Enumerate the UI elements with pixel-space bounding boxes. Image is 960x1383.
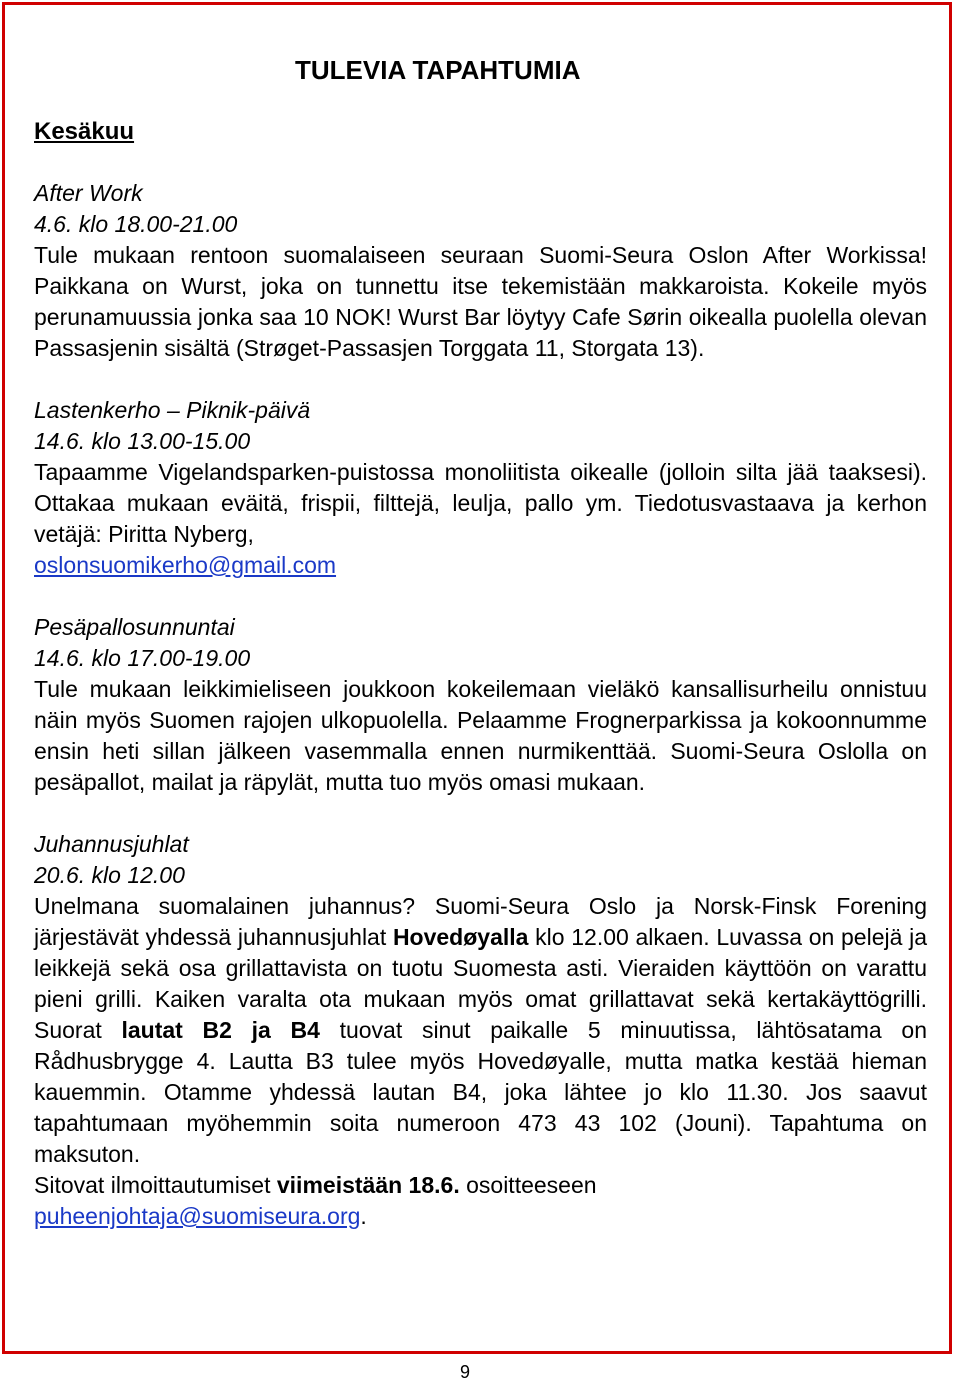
event-description <box>34 891 927 1170</box>
event-juhannus <box>34 829 927 1232</box>
ferry-bold: lautat B2 ja B4 <box>121 1017 320 1043</box>
registration-line <box>34 1170 927 1201</box>
location-bold: Hovedøyalla <box>392 924 529 950</box>
registration-suffix: osoitteeseen <box>459 1172 597 1198</box>
page-number: 9 <box>459 1362 470 1382</box>
event-description: Tule mukaan leikkimieliseen joukkoon kokeilemaan vieläkö kansallisurheilu onnistuu näin myös Suomen rajojen ulkopuolella. Pelaamme Frognerparkissa ja kokoonnumme ensin heti sillan jälkeen vasemmalla ennen nurmikenttää. Suomi-Seura Oslolla on pesäpallot, mailat ja räpylät, mutta tuo myös omasi mukaan. <box>34 676 927 795</box>
event-lastenkerho <box>34 395 927 581</box>
event-title: Lastenkerho – Piknik-päivä <box>34 397 311 423</box>
event-description-text: Tapaamme Vigelandsparken-puistossa monoliitista oikealle (jolloin silta jää taaksesi). Ottakaa mukaan eväitä, frispii, filttejä, leulja, pallo ym. Tiedotusvastaava ja kerhon vetäjä: Piritta Nyberg, <box>34 459 927 547</box>
events-content <box>34 178 927 1232</box>
desc-part-2: klo 12.00 alkaen. Luvassa on pelejä ja leikkejä sekä osa grillattavista on tuotu Suomesta asti. Vieraiden käyttöön on varattu pieni grilli. Kaiken varalta ota mukaan myös omat grillattavat sekä kertakäyttögrilli. Suorat <box>34 924 927 1043</box>
event-date: 4.6. klo 18.00-21.00 <box>34 211 238 237</box>
event-after-work <box>34 178 927 364</box>
desc-part-1: Unelmana suomalainen juhannus? Suomi-Seura Oslo ja Norsk-Finsk Forening järjestävät yhdessä juhannusjuhlat <box>34 893 927 950</box>
event-title: Juhannusjuhlat <box>34 831 189 857</box>
registration-deadline: viimeistään 18.6. <box>276 1172 460 1198</box>
event-pesapallo <box>34 612 927 798</box>
event-date: 20.6. klo 12.00 <box>34 862 185 888</box>
event-date: 14.6. klo 17.00-19.00 <box>34 645 251 671</box>
desc-part-3: tuovat sinut paikalle 5 minuutissa, lähtösatama on Rådhusbrygge 4. Lautta B3 tulee myös Hovedøyalle, mutta matka kestää hieman kauemmin. Otamme yhdessä lautan B4, joka lähtee jo klo 11.30. Jos saavut tapahtumaan myöhemmin soita numeroon 473 43 102 (Jouni). Tapahtuma on maksuton. <box>34 1017 928 1167</box>
event-date: 14.6. klo 13.00-15.00 <box>34 428 251 454</box>
event-title: After Work <box>34 180 143 206</box>
email-period: . <box>360 1203 367 1229</box>
event-description <box>34 457 927 550</box>
event-description: Tule mukaan rentoon suomalaiseen seuraan Suomi-Seura Oslon After Workissa! Paikkana on Wurst, joka on tunnettu itse tekemistään makkaroista. Kokeile myös perunamuussia jonka saa 10 NOK! Wurst Bar löytyy Cafe Sørin oikealla puolella olevan Passasjenin sisältä (Strøget-Passasjen Torggata 11, Storgata 13). <box>34 242 927 361</box>
kerho-email-link[interactable]: oslonsuomikerho@gmail.com <box>34 552 337 578</box>
month-heading: Kesäkuu <box>34 118 135 145</box>
chairman-email-link[interactable]: puheenjohtaja@suomiseura.org <box>34 1203 361 1229</box>
registration-prefix: Sitovat ilmoittautumiset <box>34 1172 277 1198</box>
event-title: Pesäpallosunnuntai <box>34 614 235 640</box>
page-title: TULEVIA TAPAHTUMIA <box>295 55 581 85</box>
